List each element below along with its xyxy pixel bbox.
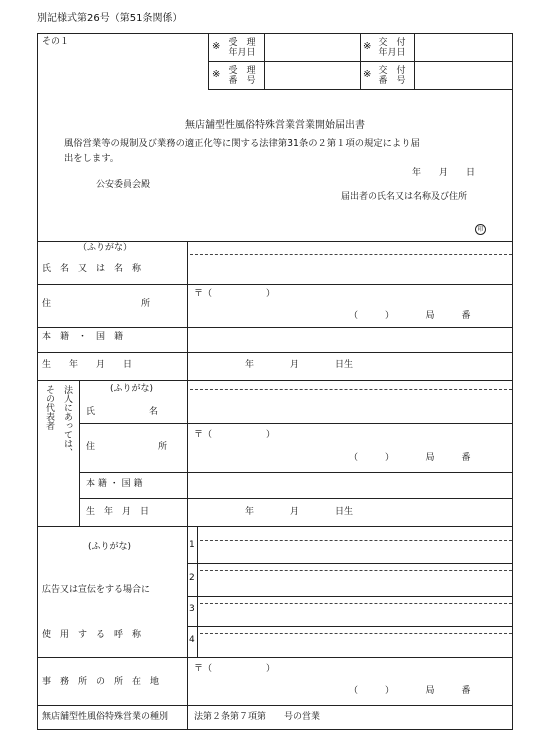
rep-name-label: 氏 名 [86,407,159,417]
row-divider [37,284,513,285]
ad-furigana-field [200,570,512,571]
birthdate-field: 年 月 日生 [245,360,354,370]
ad-entry-number: 4 [189,635,195,645]
date-line: 年 月 日 [412,168,476,178]
phone-field: （ ） 局 番 [349,311,471,321]
row-divider [37,352,513,353]
honseki-label: 本 籍 ・ 国 籍 [42,332,124,342]
ad-furigana-label: (ふりがな) [88,542,132,552]
receipt-date-label: 受 理 年月日 [228,38,256,58]
label-column-border [187,526,188,657]
rep-furigana-label: (ふりがな) [110,384,154,394]
rep-vertical-label-left: その代表者 [44,385,54,430]
section-divider [37,705,513,706]
ad-furigana-field [200,540,512,541]
ad-row-divider [187,626,513,627]
rep-honseki-label: 本 籍 ・ 国 籍 [86,479,143,489]
ad-name-label-line2: 使 用 す る 呼 称 [42,630,142,640]
ad-entry-number: 3 [189,604,195,614]
rep-vertical-column-border [79,380,80,526]
ad-furigana-field [200,633,512,634]
business-type-label: 無店舗型性風俗特殊営業の種別 [42,712,169,722]
row-divider [79,423,513,424]
rep-postal-code-field: 〒（ ） [194,430,276,440]
section-divider [37,657,513,658]
receipt-number-label: 受 理 番 号 [228,66,256,86]
ad-entry-number: 1 [189,540,195,550]
official-mark: ※ [212,69,221,80]
section-divider [37,526,513,527]
address-label: 住 所 [42,299,151,309]
row-divider [37,327,513,328]
body-text-line2: 出をします。 [64,153,120,164]
official-mark: ※ [363,69,372,80]
ad-furigana-field [200,603,512,604]
furigana-field [190,254,512,255]
rep-birthdate-field: 年 月 日生 [245,507,354,517]
form-header: 別記様式第26号（第51条関係） [37,13,183,24]
ad-entry-number: 2 [189,573,195,583]
office-postal-code-field: 〒（ ） [194,664,276,674]
rep-furigana-field [190,389,512,390]
rep-phone-field: （ ） 局 番 [349,453,471,463]
row-divider [79,498,513,499]
section-divider [37,241,513,242]
form-title: 無店舗型性風俗特殊営業営業開始届出書 [185,120,365,131]
label-column-border [187,241,188,380]
receipt-box-midline [208,61,513,62]
office-label: 事 務 所 の 所 在 地 [42,677,160,687]
issue-date-label: 交 付 年月日 [378,38,406,58]
applicant-label: 届出者の氏名又は名称及び住所 [341,192,468,202]
postal-code-field: 〒（ ） [194,289,276,299]
number-column-border [197,526,198,657]
official-mark: ※ [363,41,372,52]
ad-row-divider [187,596,513,597]
office-phone-field: （ ） 局 番 [349,686,471,696]
issue-number-label: 交 付 番 号 [378,66,406,86]
ad-row-divider [187,563,513,564]
addressee: 公安委員会殿 [96,180,151,190]
receipt-box-bottom [208,89,513,90]
official-mark: ※ [212,41,221,52]
seal-mark: 印 [475,224,486,235]
body-text-line1: 風俗営業等の規制及び業務の適正化等に関する法律第31条の２第１項の規定により届 [64,138,420,149]
birthdate-label: 生 年 月 日 [42,360,133,370]
name-label: 氏 名 又 は 名 称 [42,264,142,274]
label-column-border [187,657,188,730]
label-column-border [187,380,188,526]
ad-name-label-line1: 広告又は宣伝をする場合に [42,585,151,595]
rep-birthdate-label: 生 年 月 日 [86,507,150,517]
furigana-label: （ふりがな） [78,243,133,253]
rep-vertical-label-right: 法人にあっては、 [62,385,72,457]
rep-address-label: 住 所 [86,442,168,452]
business-type-field: 法第２条第７項第 号の営業 [194,712,321,722]
section-number: その１ [42,37,70,47]
section-divider [37,380,513,381]
row-divider [79,472,513,473]
